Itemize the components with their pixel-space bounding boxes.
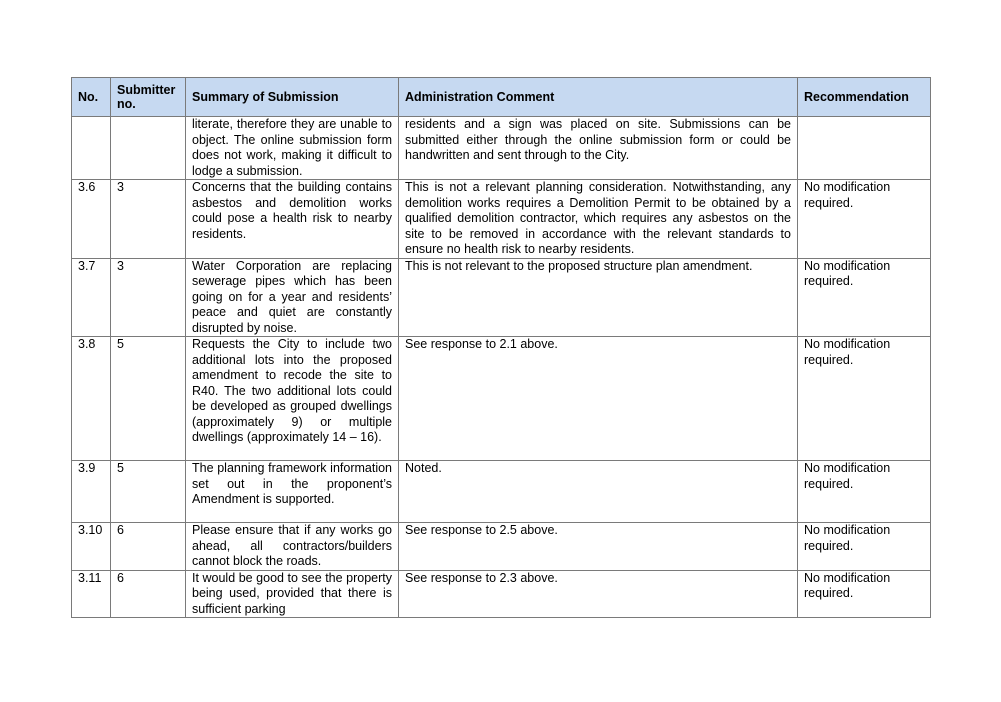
cell-submitter: 6 — [111, 570, 186, 618]
cell-submitter: 3 — [111, 180, 186, 259]
cell-comment: See response to 2.5 above. — [399, 523, 798, 571]
table-row — [72, 523, 931, 571]
cell-comment: Noted. — [399, 461, 798, 523]
cell-summary: The planning framework information set out in the proponent’s Amendment is supported. — [186, 461, 399, 523]
cell-no: 3.11 — [72, 570, 111, 618]
cell-summary: It would be good to see the property being used, provided that there is sufficient parking — [186, 570, 399, 618]
table-row — [72, 461, 931, 523]
cell-summary: Concerns that the building contains asbestos and demolition works could pose a health risk to nearby residents. — [186, 180, 399, 259]
cell-submitter: 5 — [111, 337, 186, 461]
header-administration-comment: Administration Comment — [399, 78, 798, 117]
cell-comment: residents and a sign was placed on site. Submissions can be submitted either through the online submission form or could be handwritten and sent through to the City. — [399, 117, 798, 180]
table-row — [72, 117, 931, 180]
cell-summary: Water Corporation are replacing sewerage pipes which has been going on for a year and residents’ peace and quiet are constantly disrupted by noise. — [186, 258, 399, 337]
cell-comment: See response to 2.1 above. — [399, 337, 798, 461]
table-row — [72, 258, 931, 337]
cell-summary: Please ensure that if any works go ahead, all contractors/builders cannot block the roads. — [186, 523, 399, 571]
cell-submitter: 6 — [111, 523, 186, 571]
cell-recommendation: No modification required. — [798, 258, 931, 337]
cell-submitter: 5 — [111, 461, 186, 523]
cell-recommendation: No modification required. — [798, 461, 931, 523]
cell-no — [72, 117, 111, 180]
cell-summary: Requests the City to include two additional lots into the proposed amendment to recode the site to R40. The two additional lots could be developed as grouped dwellings (approximately 9) or multiple dwellings (approximately 14 – 16). — [186, 337, 399, 461]
table-row — [72, 570, 931, 618]
cell-no: 3.6 — [72, 180, 111, 259]
cell-submitter: 3 — [111, 258, 186, 337]
cell-recommendation — [798, 117, 931, 180]
cell-comment: This is not a relevant planning consideration. Notwithstanding, any demolition works requires a Demolition Permit to be obtained by a qualified demolition contractor, which requires any asbestos on the site to be removed in accordance with the relevant standards to ensure no health risk to nearby residents. — [399, 180, 798, 259]
cell-comment: See response to 2.3 above. — [399, 570, 798, 618]
header-no: No. — [72, 78, 111, 117]
cell-no: 3.10 — [72, 523, 111, 571]
header-submitter-no: Submitter no. — [111, 78, 186, 117]
cell-submitter — [111, 117, 186, 180]
table-row — [72, 337, 931, 461]
header-recommendation: Recommendation — [798, 78, 931, 117]
cell-no: 3.9 — [72, 461, 111, 523]
table-header-row — [72, 78, 931, 117]
cell-no: 3.8 — [72, 337, 111, 461]
cell-recommendation: No modification required. — [798, 337, 931, 461]
cell-recommendation: No modification required. — [798, 523, 931, 571]
cell-comment: This is not relevant to the proposed structure plan amendment. — [399, 258, 798, 337]
header-summary: Summary of Submission — [186, 78, 399, 117]
cell-summary: literate, therefore they are unable to object. The online submission form does not work, making it difficult to lodge a submission. — [186, 117, 399, 180]
cell-recommendation: No modification required. — [798, 180, 931, 259]
cell-recommendation: No modification required. — [798, 570, 931, 618]
table-row — [72, 180, 931, 259]
cell-no: 3.7 — [72, 258, 111, 337]
submissions-table — [71, 77, 931, 618]
